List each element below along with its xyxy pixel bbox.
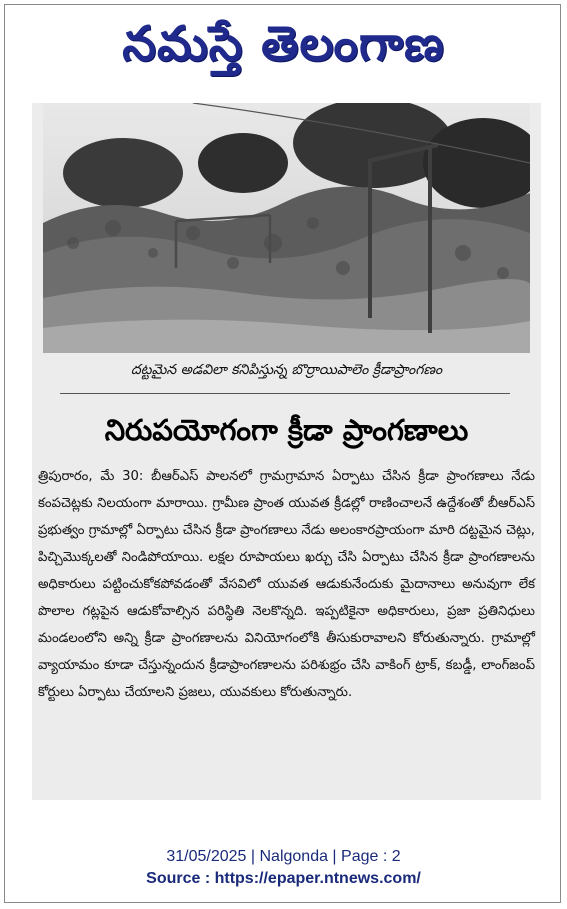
article-photo bbox=[43, 103, 530, 353]
overgrown-ground-image bbox=[43, 103, 530, 353]
caption-divider bbox=[60, 393, 510, 394]
photo-caption: దట్టమైన అడవిలా కనిపిస్తున్న బొర్రాయిపాలెం క్రీడాప్రాంగణం bbox=[130, 362, 443, 378]
article-headline: నిరుపయోగంగా క్రీడా ప్రాంగణాలు bbox=[104, 413, 469, 447]
article-body: త్రిపురారం, మే 30: బీఆర్ఎస్ పాలనలో గ్రామగ్రామాన ఏర్పాటు చేసిన క్రీడా ప్రాంగణాలు నేడు కంపచెట్లకు నిలయంగా మారాయి. గ్రామీణ ప్రాంత యువత క్రీడల్లో రాణించాలనే ఉద్దేశంతో బీఆర్ఎస్ ప్రభుత్వం గ్రామాల్లో ఏర్పాటు చేసిన క్రీడా ప్రాంగణాలు నేడు అలంకారప్రాయంగా మారి దట్టమైన చెట్లు, పిచ్చిమొక్కలతో నిండిపోయాయి. లక్షల రూపాయలు ఖర్చు చేసి ఏర్పాటు చేసిన క్రీడా ప్రాంగణాలను అధికారులు పట్టించుకోకపోవడంతో వేసవిలో యువత ఆడుకునేందుకు మైదానాలు అనువుగా లేక పొలాల గట్లపైన ఆడుకోవాల్సిన పరిస్థితి నెలకొన్నది. ఇప్పటికైనా అధికారులు, ప్రజా ప్రతినిధులు మండలంలోని అన్ని క్రీడా ప్రాంగణాలను వినియోగంలోకి తీసుకురావాలని కోరుతున్నారు. గ్రామాల్లో వ్యాయామం కూడా చేస్తున్నందున క్రీడాప్రాంగణాలను పరిశుభ్రం చేసి వాకింగ్ ట్రాక్, కబడ్డీ, లాంగ్‌జంప్ కోర్టులు ఏర్పాటు చేయాలని ప్రజలు, యువకులు కోరుతున్నారు. bbox=[38, 469, 535, 700]
newspaper-masthead: నమస్తే తెలంగాణ bbox=[122, 16, 445, 72]
source-link[interactable]: Source : https://epaper.ntnews.com/ bbox=[146, 870, 421, 887]
edition-info: 31/05/2025 | Nalgonda | Page : 2 bbox=[166, 848, 401, 865]
